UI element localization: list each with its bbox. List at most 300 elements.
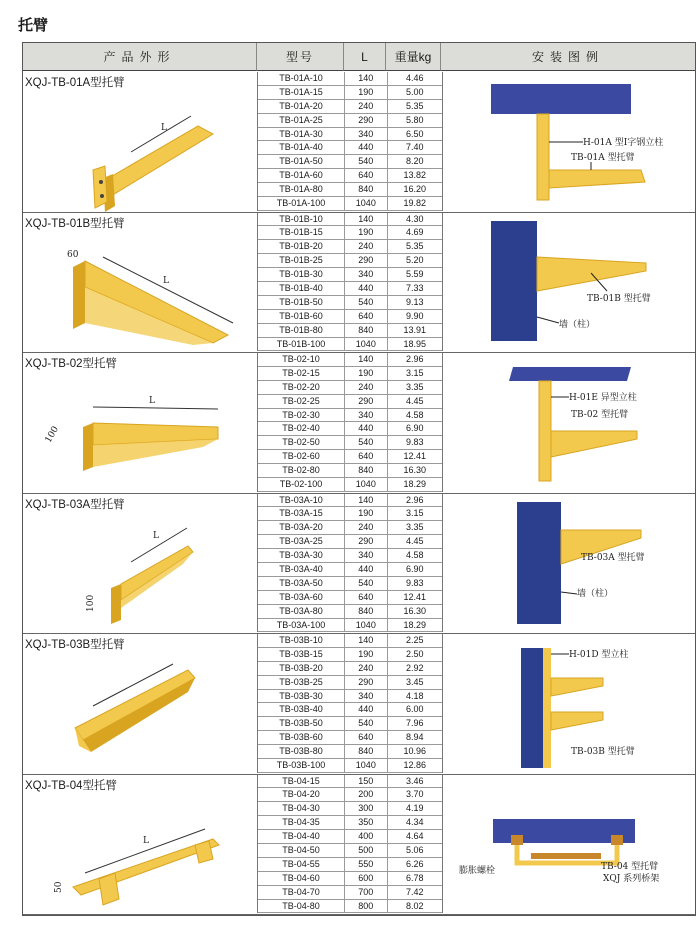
header-product: 产品外形: [23, 43, 257, 71]
table-row: [258, 872, 442, 886]
weight-cell: 10.96: [403, 746, 427, 757]
length-cell: 440: [345, 563, 388, 576]
table-row: [258, 676, 442, 690]
table-row: [258, 816, 442, 830]
weight-cell: 13.82: [403, 170, 427, 181]
model-cell: TB-01B-40: [258, 282, 345, 295]
table-row: [258, 703, 442, 717]
weight-cell: 6.78: [406, 872, 424, 883]
model-cell: TB-03B-30: [258, 690, 345, 703]
length-cell: 290: [345, 676, 388, 689]
model-cell: TB-02-10: [258, 353, 345, 366]
section-title: XQJ-TB-01A型托臂: [25, 77, 125, 89]
weight-cell: 4.58: [406, 550, 424, 561]
weight-cell: 5.80: [406, 114, 424, 125]
model-cell: TB-03A-25: [258, 535, 345, 548]
install-image: [441, 634, 695, 779]
weight-cell: 3.45: [406, 676, 424, 687]
length-cell: 340: [345, 268, 388, 281]
model-cell: TB-01A-15: [258, 86, 345, 99]
weight-cell: 3.46: [406, 775, 424, 786]
length-cell: 440: [345, 422, 388, 435]
length-cell: 240: [345, 662, 388, 675]
length-cell: 500: [345, 844, 388, 857]
length-cell: 840: [345, 605, 388, 618]
spec-table: [257, 494, 443, 633]
weight-cell: 18.95: [403, 338, 427, 349]
length-cell: 290: [345, 535, 388, 548]
product-section: [23, 494, 695, 635]
length-cell: 190: [345, 86, 388, 99]
label-wall: 墙（柱）: [577, 588, 614, 599]
weight-cell: 6.90: [406, 423, 424, 434]
weight-cell: 8.94: [406, 732, 424, 743]
install-03a-diagram: [441, 494, 695, 634]
model-cell: TB-04-50: [258, 844, 345, 857]
dim-100-label: 100: [43, 424, 61, 445]
weight-cell: 18.29: [403, 619, 427, 630]
table-row: [258, 634, 442, 648]
weight-cell: 3.15: [406, 367, 424, 378]
weight-cell: 8.02: [406, 900, 424, 911]
table-row: [258, 775, 442, 789]
model-cell: TB-02-40: [258, 422, 345, 435]
length-cell: 840: [345, 324, 388, 337]
weight-cell: 2.50: [406, 648, 424, 659]
weight-cell: 5.35: [406, 241, 424, 252]
table-row: [258, 395, 442, 409]
product-section: [23, 353, 695, 494]
weight-cell: 5.59: [406, 269, 424, 280]
model-cell: TB-03A-40: [258, 563, 345, 576]
weight-cell: 6.00: [406, 704, 424, 715]
model-cell: TB-03B-25: [258, 676, 345, 689]
spec-table: [257, 775, 443, 914]
install-image: [441, 353, 695, 498]
table-row: [258, 338, 442, 352]
weight-cell: 4.34: [406, 817, 424, 828]
table-row: [258, 226, 442, 240]
model-cell: TB-03A-50: [258, 577, 345, 590]
model-cell: TB-02-20: [258, 381, 345, 394]
product-image: [23, 227, 257, 358]
weight-cell: 7.33: [406, 282, 424, 293]
header-length: L: [344, 43, 386, 71]
table-row: [258, 450, 442, 464]
weight-cell: 7.42: [406, 886, 424, 897]
weight-cell: 7.40: [406, 142, 424, 153]
length-cell: 1040: [345, 478, 388, 491]
model-cell: TB-03A-30: [258, 549, 345, 562]
table-row: [258, 591, 442, 605]
model-cell: TB-03A-15: [258, 507, 345, 520]
install-image: [441, 775, 695, 920]
section-title: XQJ-TB-03B型托臂: [25, 639, 125, 651]
table-row: [258, 494, 442, 508]
spec-table: [257, 213, 443, 352]
table-row: [258, 731, 442, 745]
dim-100-label: 100: [86, 594, 96, 612]
table-row: [258, 128, 442, 142]
table-row: [258, 367, 442, 381]
install-01a-diagram: [441, 72, 695, 212]
model-cell: TB-01B-30: [258, 268, 345, 281]
length-cell: 190: [345, 507, 388, 520]
model-cell: TB-01A-50: [258, 155, 345, 168]
model-cell: TB-01B-10: [258, 213, 345, 226]
model-cell: TB-04-15: [258, 775, 345, 788]
length-cell: 440: [345, 141, 388, 154]
length-cell: 540: [345, 296, 388, 309]
length-cell: 140: [345, 72, 388, 85]
length-cell: 340: [345, 409, 388, 422]
model-cell: TB-04-55: [258, 858, 345, 871]
length-cell: 640: [345, 450, 388, 463]
model-cell: TB-03B-10: [258, 634, 345, 647]
install-01b-diagram: [441, 213, 695, 353]
bracket-01a-icon: [23, 86, 257, 212]
weight-cell: 6.90: [406, 563, 424, 574]
length-cell: 350: [345, 816, 388, 829]
table-row: [258, 100, 442, 114]
bracket-03a-icon: [23, 508, 257, 634]
model-cell: TB-01A-40: [258, 141, 345, 154]
weight-cell: 3.35: [406, 381, 424, 392]
length-cell: 1040: [345, 197, 388, 210]
dim-l-label: L: [163, 275, 169, 286]
length-cell: 140: [345, 634, 388, 647]
dim-l-label: L: [143, 835, 149, 846]
install-image: [441, 213, 695, 358]
length-cell: 240: [345, 521, 388, 534]
product-image: [23, 789, 257, 920]
dim-60-label: 60: [67, 249, 79, 260]
label-tray: XQJ 系列桥架: [603, 873, 660, 884]
model-cell: TB-01A-100: [258, 197, 345, 210]
length-cell: 240: [345, 240, 388, 253]
length-cell: 240: [345, 381, 388, 394]
length-cell: 1040: [345, 619, 388, 632]
model-cell: TB-04-20: [258, 788, 345, 801]
table-row: [258, 521, 442, 535]
model-cell: TB-03A-10: [258, 494, 345, 507]
table-row: [258, 478, 442, 492]
weight-cell: 2.96: [406, 354, 424, 364]
weight-cell: 3.35: [406, 522, 424, 533]
length-cell: 800: [345, 900, 388, 913]
length-cell: 640: [345, 169, 388, 182]
label-h01e: H-01E 异型立柱: [569, 393, 637, 403]
table-row: [258, 86, 442, 100]
model-cell: TB-01B-50: [258, 296, 345, 309]
page-title: 托臂: [18, 17, 49, 34]
section-title: XQJ-TB-04型托臂: [25, 779, 118, 792]
length-cell: 340: [345, 128, 388, 141]
table-row: [258, 169, 442, 183]
length-cell: 290: [345, 254, 388, 267]
length-cell: 640: [345, 310, 388, 323]
weight-cell: 6.50: [406, 128, 424, 139]
model-cell: TB-04-60: [258, 872, 345, 885]
table-row: [258, 830, 442, 844]
table-row: [258, 717, 442, 731]
table-row: [258, 648, 442, 662]
length-cell: 200: [345, 788, 388, 801]
weight-cell: 9.83: [406, 437, 424, 448]
weight-cell: 4.19: [406, 803, 424, 814]
model-cell: TB-02-50: [258, 436, 345, 449]
label-h01d: H-01D 型立柱: [569, 650, 629, 660]
model-cell: TB-03A-20: [258, 521, 345, 534]
model-cell: TB-03B-100: [258, 759, 345, 772]
model-cell: TB-04-30: [258, 802, 345, 815]
weight-cell: 16.30: [403, 605, 427, 616]
table-row: [258, 213, 442, 227]
weight-cell: 3.15: [406, 508, 424, 519]
weight-cell: 9.13: [406, 296, 424, 307]
install-image: [441, 494, 695, 639]
table-row: [258, 381, 442, 395]
product-section: [23, 634, 695, 775]
table-row: [258, 197, 442, 211]
label-tb01a: TB-01A 型托臂: [571, 153, 635, 163]
length-cell: 840: [345, 183, 388, 196]
weight-cell: 4.45: [406, 536, 424, 547]
weight-cell: 3.70: [406, 789, 424, 800]
table-row: [258, 268, 442, 282]
product-section: [23, 213, 695, 354]
length-cell: 540: [345, 717, 388, 730]
model-cell: TB-03B-80: [258, 745, 345, 758]
length-cell: 540: [345, 577, 388, 590]
length-cell: 440: [345, 703, 388, 716]
model-cell: TB-01A-10: [258, 72, 345, 85]
spec-table: [257, 353, 443, 492]
model-cell: TB-03A-80: [258, 605, 345, 618]
table-row: [258, 802, 442, 816]
header-install: 安装图例: [441, 43, 695, 71]
model-cell: TB-03A-100: [258, 619, 345, 632]
product-image: [23, 648, 257, 779]
length-cell: 140: [345, 353, 388, 366]
length-cell: 290: [345, 114, 388, 127]
weight-cell: 19.82: [403, 198, 427, 209]
length-cell: 340: [345, 690, 388, 703]
length-cell: 540: [345, 436, 388, 449]
weight-cell: 4.30: [406, 213, 424, 224]
model-cell: TB-01B-20: [258, 240, 345, 253]
weight-cell: 2.92: [406, 662, 424, 673]
length-cell: 440: [345, 282, 388, 295]
model-cell: TB-01A-25: [258, 114, 345, 127]
length-cell: 1040: [345, 759, 388, 772]
weight-cell: 5.00: [406, 86, 424, 97]
weight-cell: 2.25: [406, 635, 424, 645]
table-row: [258, 72, 442, 86]
weight-cell: 5.06: [406, 844, 424, 855]
weight-cell: 2.96: [406, 494, 424, 505]
bracket-01b-icon: [23, 227, 257, 353]
table-row: [258, 324, 442, 338]
model-cell: TB-01B-80: [258, 324, 345, 337]
table-row: [258, 535, 442, 549]
length-cell: 150: [345, 775, 388, 788]
table-row: [258, 662, 442, 676]
section-title: XQJ-TB-02型托臂: [25, 358, 118, 370]
weight-cell: 5.35: [406, 100, 424, 111]
model-cell: TB-02-80: [258, 464, 345, 477]
model-cell: TB-01B-60: [258, 310, 345, 323]
weight-cell: 4.18: [406, 690, 424, 701]
table-row: [258, 141, 442, 155]
table-row: [258, 605, 442, 619]
dim-l-label: L: [161, 123, 167, 133]
catalog-table: [22, 42, 696, 916]
model-cell: TB-03B-40: [258, 703, 345, 716]
install-04-diagram: [441, 775, 695, 915]
table-row: [258, 844, 442, 858]
label-wall: 墙（柱）: [559, 319, 596, 330]
model-cell: TB-01A-20: [258, 100, 345, 113]
length-cell: 700: [345, 886, 388, 899]
length-cell: 540: [345, 155, 388, 168]
weight-cell: 7.96: [406, 718, 424, 729]
table-row: [258, 183, 442, 197]
label-tb02: TB-02 型托臂: [571, 410, 629, 420]
length-cell: 840: [345, 745, 388, 758]
product-section: [23, 775, 695, 916]
model-cell: TB-04-80: [258, 900, 345, 913]
length-cell: 190: [345, 367, 388, 380]
weight-cell: 8.20: [406, 156, 424, 167]
weight-cell: 4.46: [406, 73, 424, 83]
weight-cell: 18.29: [403, 479, 427, 490]
weight-cell: 12.41: [403, 451, 427, 462]
length-cell: 190: [345, 226, 388, 239]
model-cell: TB-02-100: [258, 478, 345, 491]
header-model: 型号: [257, 43, 344, 71]
table-row: [258, 759, 442, 773]
dim-50-label: 50: [54, 881, 64, 893]
model-cell: TB-01A-80: [258, 183, 345, 196]
weight-cell: 16.30: [403, 465, 427, 476]
table-row: [258, 690, 442, 704]
table-row: [258, 577, 442, 591]
table-row: [258, 464, 442, 478]
table-row: [258, 745, 442, 759]
table-row: [258, 409, 442, 423]
model-cell: TB-02-15: [258, 367, 345, 380]
length-cell: 840: [345, 464, 388, 477]
dim-l-label: L: [149, 396, 155, 406]
model-cell: TB-04-70: [258, 886, 345, 899]
weight-cell: 4.45: [406, 395, 424, 406]
label-tb04: TB-04 型托臂: [601, 861, 659, 872]
length-cell: 190: [345, 648, 388, 661]
table-row: [258, 900, 442, 914]
model-cell: TB-01A-60: [258, 169, 345, 182]
length-cell: 600: [345, 872, 388, 885]
weight-cell: 5.20: [406, 255, 424, 266]
table-row: [258, 254, 442, 268]
table-row: [258, 619, 442, 633]
product-image: [23, 508, 257, 639]
weight-cell: 13.91: [403, 324, 427, 335]
header-weight: 重量kg: [386, 43, 441, 71]
model-cell: TB-04-40: [258, 830, 345, 843]
install-image: [441, 72, 695, 217]
weight-cell: 12.86: [403, 760, 427, 771]
table-row: [258, 788, 442, 802]
section-title: XQJ-TB-01B型托臂: [25, 217, 125, 230]
table-row: [258, 240, 442, 254]
dim-l-label: L: [153, 530, 159, 541]
table-row: [258, 114, 442, 128]
length-cell: 1040: [345, 338, 388, 351]
table-row: [258, 436, 442, 450]
table-row: [258, 549, 442, 563]
label-tb01b: TB-01B 型托臂: [587, 293, 651, 304]
table-row: [258, 507, 442, 521]
table-row: [258, 563, 442, 577]
length-cell: 140: [345, 494, 388, 507]
length-cell: 640: [345, 591, 388, 604]
model-cell: TB-03A-60: [258, 591, 345, 604]
model-cell: TB-02-25: [258, 395, 345, 408]
table-row: [258, 282, 442, 296]
weight-cell: 16.20: [403, 184, 427, 195]
length-cell: 550: [345, 858, 388, 871]
label-tb03a: TB-03A 型托臂: [581, 552, 645, 563]
model-cell: TB-01A-30: [258, 128, 345, 141]
table-row: [258, 422, 442, 436]
length-cell: 240: [345, 100, 388, 113]
length-cell: 300: [345, 802, 388, 815]
table-row: [258, 886, 442, 900]
model-cell: TB-03B-20: [258, 662, 345, 675]
bracket-02-icon: [23, 367, 257, 493]
weight-cell: 4.58: [406, 409, 424, 420]
model-cell: TB-01B-25: [258, 254, 345, 267]
install-02-diagram: [441, 353, 695, 493]
weight-cell: 9.83: [406, 577, 424, 588]
model-cell: TB-04-35: [258, 816, 345, 829]
table-row: [258, 353, 442, 367]
label-bolt: 膨胀螺栓: [459, 865, 496, 876]
length-cell: 140: [345, 213, 388, 226]
weight-cell: 6.26: [406, 858, 424, 869]
table-row: [258, 858, 442, 872]
length-cell: 340: [345, 549, 388, 562]
bracket-03b-icon: [23, 648, 257, 774]
model-cell: TB-02-30: [258, 409, 345, 422]
weight-cell: 4.69: [406, 227, 424, 238]
weight-cell: 12.41: [403, 591, 427, 602]
weight-cell: 9.90: [406, 310, 424, 321]
spec-table: [257, 72, 443, 211]
product-image: [23, 86, 257, 217]
model-cell: TB-03B-60: [258, 731, 345, 744]
spec-table: [257, 634, 443, 773]
table-row: [258, 310, 442, 324]
model-cell: TB-03B-50: [258, 717, 345, 730]
model-cell: TB-03B-15: [258, 648, 345, 661]
model-cell: TB-02-60: [258, 450, 345, 463]
table-row: [258, 296, 442, 310]
model-cell: TB-01B-100: [258, 338, 345, 351]
bracket-04-icon: [23, 789, 257, 915]
product-image: [23, 367, 257, 498]
